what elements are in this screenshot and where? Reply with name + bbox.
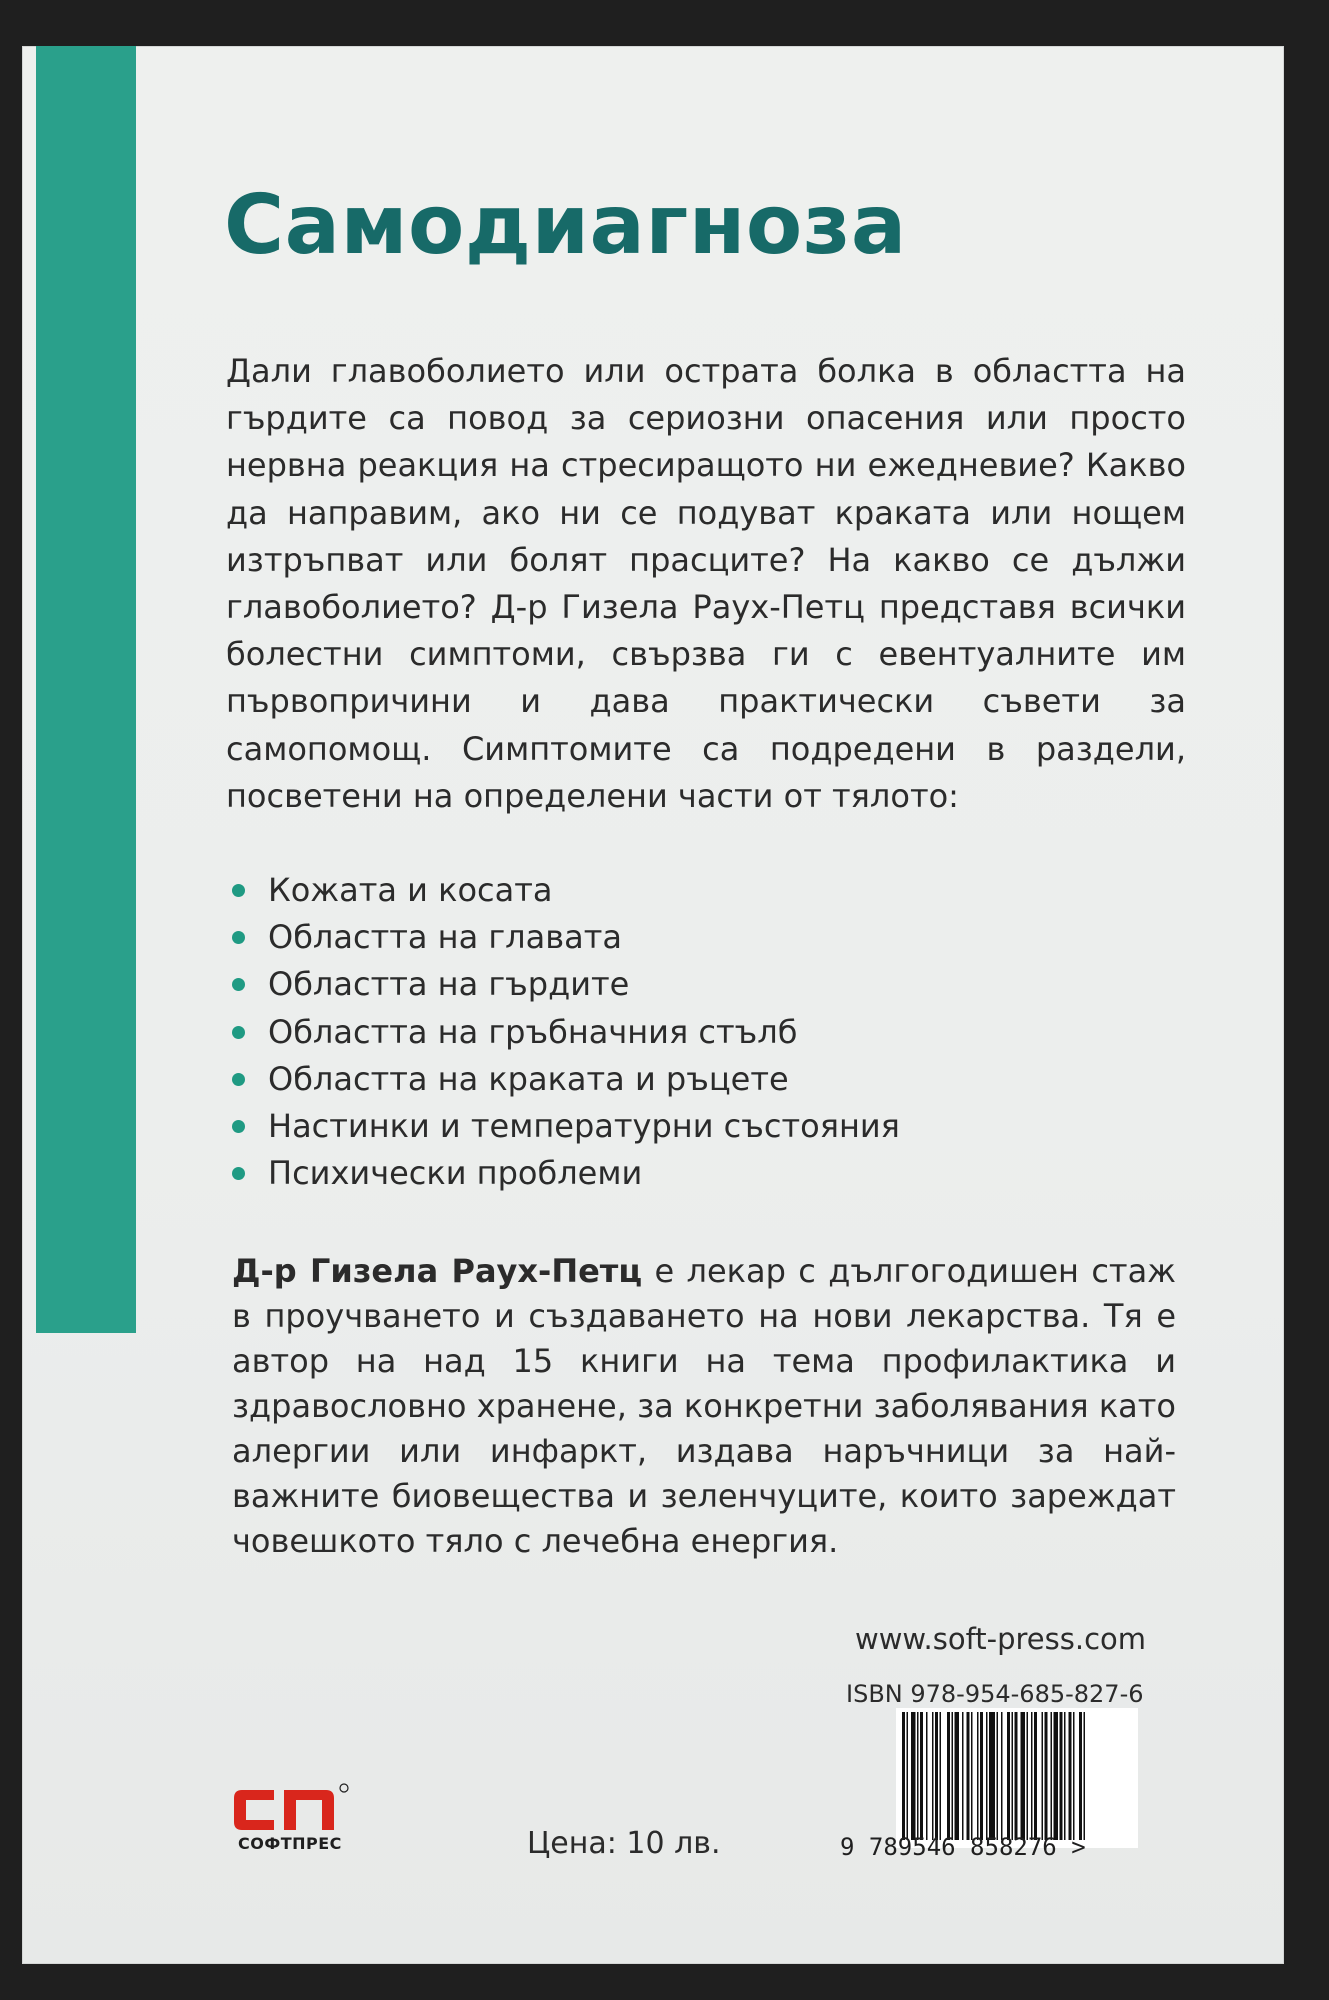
barcode-bar bbox=[986, 1712, 988, 1840]
section-label: Областта на гърдите bbox=[268, 965, 630, 1004]
barcode-bar bbox=[997, 1712, 999, 1840]
barcode-bar bbox=[1012, 1712, 1014, 1840]
barcode-bar bbox=[1001, 1712, 1003, 1840]
barcode-bar bbox=[1051, 1712, 1053, 1840]
barcode-bar bbox=[955, 1712, 960, 1840]
barcode-bar bbox=[1073, 1712, 1075, 1840]
list-item bbox=[226, 914, 900, 961]
barcode-bar bbox=[1079, 1712, 1082, 1840]
section-label: Настинки и температурни състояния bbox=[268, 1107, 900, 1146]
barcode-bar bbox=[947, 1712, 950, 1840]
section-label: Психически проблеми bbox=[268, 1154, 643, 1193]
barcode-bar bbox=[1021, 1712, 1026, 1840]
publisher-name: СОФТПРЕС bbox=[238, 1834, 342, 1853]
section-label: Областта на главата bbox=[268, 918, 622, 957]
book-title: Самодиагноза bbox=[224, 178, 907, 273]
section-label: Областта на гръбначния стълб bbox=[268, 1012, 798, 1051]
bullet-icon bbox=[232, 884, 245, 897]
barcode-bar bbox=[980, 1712, 983, 1840]
barcode-bar bbox=[1034, 1712, 1037, 1840]
price-label: Цена: 10 лв. bbox=[527, 1826, 721, 1861]
barcode-bar bbox=[962, 1712, 964, 1840]
barcode-bar bbox=[917, 1712, 919, 1840]
barcode-bar bbox=[902, 1712, 905, 1840]
barcode-bar bbox=[967, 1712, 970, 1840]
barcode-bar bbox=[920, 1712, 923, 1840]
barcode-bar bbox=[1069, 1712, 1072, 1840]
list-item bbox=[226, 867, 900, 914]
barcode-bar bbox=[940, 1712, 942, 1840]
list-item bbox=[226, 1009, 900, 1056]
bullet-icon bbox=[232, 1026, 245, 1039]
barcode-bar bbox=[932, 1712, 934, 1840]
barcode-bar bbox=[935, 1712, 938, 1840]
bullet-icon bbox=[232, 1073, 245, 1086]
bullet-icon bbox=[232, 1120, 245, 1133]
description-paragraph: Дали главоболието или острата болка в областта на гърдите са повод за сериозни опасения или просто нервна реакция на стресиращото ни ежедневие? Какво да направим, ако ни се подуват краката или нощем изтръпват или болят прасците? На какво се дължи главоболието? Д-р Гизела Раух-Петц представя всички болестни симптоми, свързва ги с евентуалните им първопричини и дава практически съвети за самопомощ. Симптомите са подредени в раздели, посветени на определени части от тялото: bbox=[226, 352, 1186, 815]
barcode-bar bbox=[977, 1712, 979, 1840]
bullet-icon bbox=[232, 931, 245, 944]
author-name: Д-р Гизела Раух-Петц bbox=[232, 1252, 643, 1290]
barcode-bar bbox=[1084, 1712, 1086, 1840]
barcode-bar bbox=[952, 1712, 954, 1840]
list-item bbox=[226, 1103, 900, 1150]
barcode-bar bbox=[1045, 1712, 1048, 1840]
barcode-bar bbox=[1054, 1712, 1059, 1840]
bullet-icon bbox=[232, 978, 245, 991]
section-list bbox=[226, 867, 900, 1197]
section-label: Областта на краката и ръцете bbox=[268, 1059, 789, 1098]
barcode-bar bbox=[1042, 1712, 1044, 1840]
barcode-bar bbox=[1027, 1712, 1029, 1840]
barcode-bar bbox=[1015, 1712, 1018, 1840]
bullet-icon bbox=[232, 1167, 245, 1180]
author-bio-text: е лекар с дългогодишен стаж в проучването и създаването на нови лекарства. Тя е автор на над 15 книги на тема профилактика и здравословно хранене, за конкретни заболявания като алергии или инфаркт, издава наръчници за най-важните биовещества и зеленчуците, които зареждат човешкото тяло с лечебна енергия. bbox=[232, 1252, 1177, 1560]
barcode-bar bbox=[1031, 1712, 1033, 1840]
teal-side-stripe bbox=[36, 46, 136, 1333]
section-label: Кожата и косата bbox=[268, 871, 553, 909]
list-item bbox=[226, 1056, 900, 1103]
barcode-bar bbox=[911, 1712, 916, 1840]
author-bio bbox=[232, 1249, 1176, 1564]
publisher-website[interactable]: www.soft-press.com bbox=[855, 1622, 1147, 1656]
barcode-digits: 9 789546 858276 > bbox=[840, 1833, 1086, 1861]
list-item bbox=[226, 1150, 900, 1197]
isbn-number: ISBN 978-954-685-827-6 bbox=[846, 1680, 1144, 1708]
barcode-bar bbox=[971, 1712, 973, 1840]
barcode-bar bbox=[1064, 1712, 1066, 1840]
barcode-bar bbox=[1007, 1712, 1010, 1840]
barcode bbox=[896, 1708, 1138, 1848]
barcode-bar bbox=[989, 1712, 995, 1840]
barcode-bar bbox=[907, 1712, 909, 1840]
list-item bbox=[226, 961, 900, 1008]
barcode-bar bbox=[1060, 1712, 1063, 1840]
barcode-bar bbox=[926, 1712, 928, 1840]
